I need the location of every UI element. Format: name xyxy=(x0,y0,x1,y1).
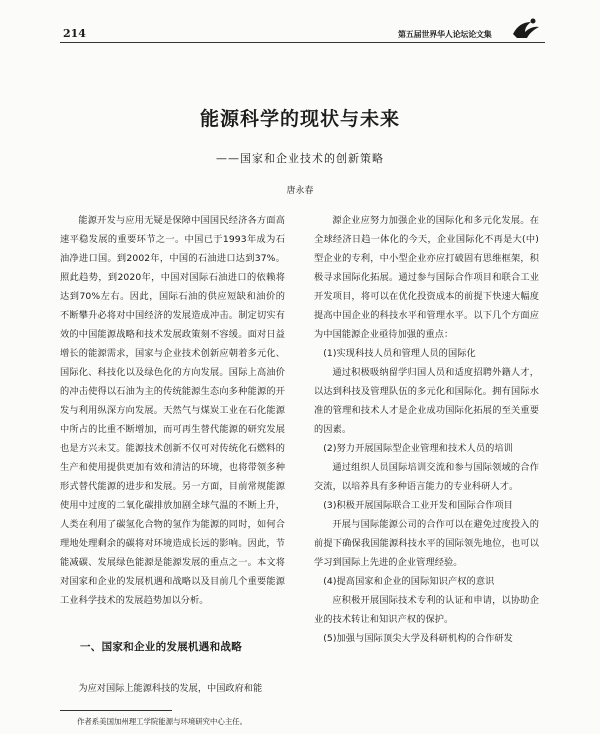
list-item-heading-4: (4)提高国家和企业的国际知识产权的意识 xyxy=(323,576,495,587)
left-paragraph-1: 能源开发与应用无疑是保障中国国民经济各方面高速平稳发展的重要环节之一。中国已于1993年成为石油净进口国。到2002年，中国的石油进口达到37%。照此趋势，到2020年，中国对国际石油进口的依赖将达到70%左右。因此，国际石油的供应短缺和油价的不断攀升必将对中国经济的发展造成冲击。制定切实有效的中国能源战略和技术发展政策刻不容缓。面对日益增长的能源需求，国家与企业技术创新应朝着多元化、国际化、科技化以及绿色化的方向发展。国际上高油价的冲击使得以石油为主的传统能源生态向多种能源的开发与利用纵深方向发展。天然气与煤炭工业在石化能源中所占的比重不断增加，而可再生替代能源的研究发展也是方兴未艾。能源技术创新不仅可对传统化石燃料的生产和使用提供更加有效和清洁的环境，也将带领多种形式替代能源的进步和发展。另一方面，目前常规能源使用中过度的二氧化碳排放加剧全球气温的不断上升，人类在利用了碳氢化合物的氢作为能源的同时，如何合理地处理剩余的碳将对环境造成长远的影响。因此，节能减碳、发展绿色能源是能源发展的重点之一。本文将对国家和企业的发展机遇和战略以及目前几个重要能源工业科学技术的发展趋势加以分析。 xyxy=(60,215,285,606)
list-item-heading-2: (2)努力开展国际型企业管理和技术人员的培训 xyxy=(323,443,513,454)
running-title: 第五届世界华人论坛论文集 xyxy=(398,30,492,39)
left-column xyxy=(60,211,285,610)
page-number: 214 xyxy=(63,27,86,40)
article-title: 能源科学的现状与未来 xyxy=(199,108,400,130)
list-item-body-3: 开展与国际能源公司的合作可以在避免过度投入的前提下确保我国能源科技水平的国际领先地位，也可以学习到国际上先进的企业管理经验。 xyxy=(314,519,539,568)
footnote: 作者系美国加州理工学院能源与环境研究中心主任。 xyxy=(77,717,247,726)
left-paragraph-2: 为应对国际上能源科技的发展，中国政府和能 xyxy=(78,683,263,694)
list-item-heading-1: (1)实现科技人员和管理人员的国际化 xyxy=(323,348,476,359)
right-paragraph-1: 源企业应努力加强企业的国际化和多元化发展。在全球经济日趋一体化的今天，企业国际化不再是大(中)型企业的专利，中小型企业亦应打破固有思维框架，积极寻求国际化拓展。通过参与国际合作项目和联合工业开发项目，将可以在优化投资成本的前提下快速大幅度提高中国企业的科技水平和管理水平。以下几个方面应为中国能源企业亟待加强的重点： xyxy=(314,215,539,340)
list-item-body-1: 通过积极吸纳留学归国人员和适度招聘外籍人才，以达到科技及管理队伍的多元化和国际化。拥有国际水准的管理和技术人才是企业成功国际化拓展的至关重要的因素。 xyxy=(314,367,539,435)
article-author: 唐永春 xyxy=(286,186,314,196)
conference-logo-icon xyxy=(511,16,541,40)
right-column xyxy=(314,211,539,648)
list-item-heading-5: (5)加强与国际顶尖大学及科研机构的合作研发 xyxy=(323,633,513,644)
article-subtitle: ——国家和企业技术的创新策略 xyxy=(216,152,384,165)
list-item-heading-3: (3)积极开展国际联合工业开发和国际合作项目 xyxy=(323,500,513,511)
list-item-body-2: 通过组织人员国际培训交流和参与国际领域的合作交流，以培养具有多种语言能力的专业科研人才。 xyxy=(314,462,539,492)
list-item-body-4: 应积极开展国际技术专利的认证和申请，以协助企业的技术转让和知识产权的保护。 xyxy=(314,595,539,625)
footnote-rule xyxy=(60,710,172,711)
section-heading-1: 一、国家和企业的发展机遇和战略 xyxy=(80,641,242,653)
header-rule xyxy=(60,42,545,43)
